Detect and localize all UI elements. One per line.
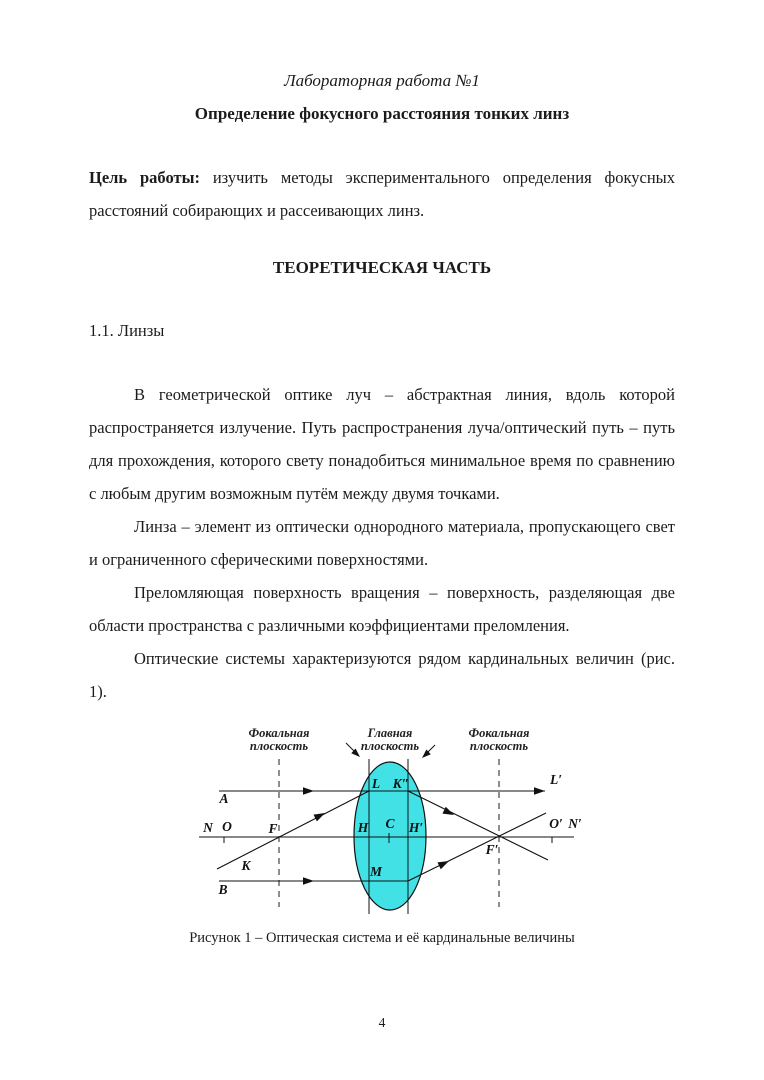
lens-ellipse [354,762,426,910]
paragraph-ray-definition: В геометрической оптике луч – абстрактная линия, вдоль которой распространяется излучение. Путь распространения луча/оптический путь – путь для прохождения, которого свету понадобиться минимальное время по сравнению с любым другим возможным путём между двумя точками. [89,385,675,503]
figure-label-l-prime: L′ [549,772,563,787]
figure-label-k-double-prime: K″ [392,776,410,791]
figure-label-c: C [385,816,395,831]
figure-label-a: A [219,791,229,806]
principal-plane-label-line1: Главная [367,726,413,740]
focal-plane-label-right-line1: Фокальная [468,726,530,740]
document-title: Определение фокусного расстояния тонких линз [194,104,570,123]
document-content [0,64,764,948]
figure-optical-system [89,714,675,926]
figure-label-l: L [371,776,381,791]
figure-label-o-prime: O′ [549,816,563,831]
principal-plane-label-line2: плоскость [360,739,420,753]
goal-paragraph [89,161,675,227]
refracted-ray-b-line [408,813,546,881]
figure-label-n-prime: N′ [568,816,582,831]
lab-work-header: Лабораторная работа №1 [284,71,480,90]
figure-label-m: M [369,864,383,879]
optical-system-diagram [142,714,622,926]
figure-label-k: K [241,858,251,873]
goal-label: Цель работы: [89,168,200,187]
focal-plane-label-left-line2: плоскость [249,739,309,753]
arrowhead-ray-a-exit [534,787,545,795]
figure-label-b: B [218,882,228,897]
ray-k-line [217,791,369,869]
paragraph-refracting-surface: Преломляющая поверхность вращения – поверхность, разделяющая две области пространства с различными коэффициентами преломления. [89,583,675,635]
figure-label-o: O [222,819,232,834]
figure-caption: Рисунок 1 – Оптическая система и её кардинальные величины [189,930,575,946]
refracted-ray-a-line [408,791,548,860]
figure-label-f-prime: F′ [485,842,499,857]
focal-plane-label-left-line1: Фокальная [248,726,310,740]
arrowhead-refracted-b [437,858,450,870]
page-number: 4 [378,1015,386,1030]
focal-plane-label-right-line2: плоскость [469,739,529,753]
figure-label-f: F [268,821,278,836]
subsection-heading: 1.1. Линзы [89,321,165,340]
figure-label-n: N [203,820,213,835]
figure-label-h-prime: H′ [408,820,424,835]
section-heading: ТЕОРЕТИЧЕСКАЯ ЧАСТЬ [272,258,492,277]
paragraph-optical-systems: Оптические системы характеризуются рядом кардинальных величин (рис. 1). [89,649,675,701]
paragraph-lens-definition: Линза – элемент из оптически однородного материала, пропускающего свет и ограниченного сферическими поверхностями. [89,517,675,569]
arrowhead-ray-k [313,810,326,822]
arrowhead-ray-b [303,877,314,885]
arrowhead-ray-a [303,787,314,795]
goal-text: изучить методы экспериментального определения фокусных расстояний собирающих и рассеивающих линз. [89,168,675,220]
figure-label-h: H [357,820,369,835]
